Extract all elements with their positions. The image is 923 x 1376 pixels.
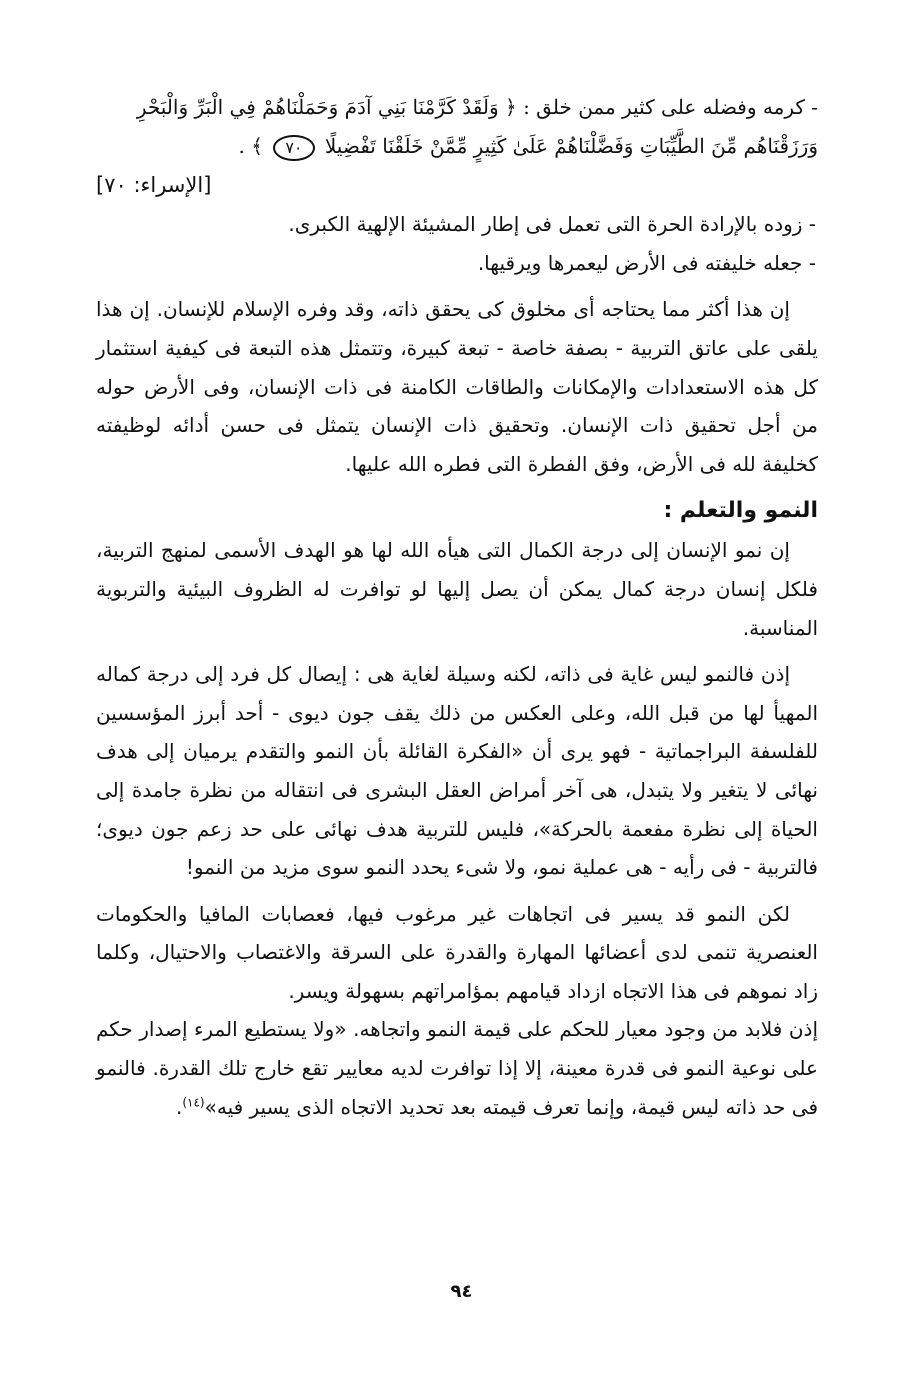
paragraph-end-punct: .	[175, 1094, 183, 1119]
page-number: ٩٤	[450, 1281, 473, 1302]
paragraph-growth-criterion	[96, 1010, 818, 1126]
quran-verse: وَلَقَدْ كَرَّمْنَا بَنِي آدَمَ وَحَمَلْنَاهُمْ فِي الْبَرِّ وَالْبَحْرِ وَرَزَقْنَاهُم مِّنَ الطَّيِّبَاتِ وَفَضَّلْنَاهُمْ عَلَىٰ كَثِيرٍ مِّمَّنْ خَلَقْنَا تَفْضِيلًا	[136, 95, 818, 158]
page-content	[96, 88, 818, 1126]
paragraph-undesired-growth: لكن النمو قد يسير فى اتجاهات غير مرغوب فيها، فعصابات المافيا والحكومات العنصرية تنمى لدى أعضائها المهارة والقدرة على السرقة والاغتصاب والاحتيال، وكلما زاد نموهم فى هذا الاتجاه ازداد قيامهم بمؤامراتهم بسهولة ويسر.	[96, 901, 818, 1003]
verse-reference: [الإسراء: ٧٠]	[96, 173, 212, 198]
paragraph-growth-criterion-text: إذن فلابد من وجود معيار للحكم على قيمة النمو واتجاهه. «ولا يستطيع المرء إصدار حكم على نوعية النمو فى قدرة معينة، إلا إذا توافرت لديه معايير تقع خارج تلك القدرة. فالنمو فى حد ذاته ليس قيمة، وإنما تعرف قيمته بعد تحديد الاتجاه الذى يسير فيه»	[96, 1017, 818, 1119]
section-heading-growth-learning: النمو والتعلم :	[663, 498, 818, 524]
ornate-bracket-close: ﴾	[251, 133, 263, 158]
quote-intro: - كرمه وفضله على كثير ممن خلق :	[523, 95, 818, 119]
footnote-marker: (١٤)	[182, 1095, 205, 1109]
ayah-number-marker: ٧٠	[273, 135, 314, 161]
paragraph-growth-goal: إن نمو الإنسان إلى درجة الكمال التى هيأه الله لها هو الهدف الأسمى لمنهج التربية، فلكل إنسان درجة كمال يمكن أن يصل إليها لو توافرت له الظروف البيئية والتربوية المناسبة.	[96, 538, 818, 640]
paragraph-self-realization: إن هذا أكثر مما يحتاجه أى مخلوق كى يحقق ذاته، وقد وفره الإسلام للإنسان. إن هذا يلقى على عاتق التربية - بصفة خاصة - تبعة كبيرة، وتتمثل هذه التبعة فى كيفية استثمار كل هذه الاستعدادات والإمكانات والطاقات الكامنة فى ذات الإنسان، وفى الأرض حوله من أجل تحقيق ذات الإنسان. وتحقيق ذات الإنسان يتمثل فى حسن أدائه لوظيفته كخليفة لله فى الأرض، وفق الفطرة التى فطره الله عليها.	[96, 297, 818, 476]
quran-quote	[96, 88, 818, 165]
paragraph-dewey: إذن فالنمو ليس غاية فى ذاته، لكنه وسيلة لغاية هى : إيصال كل فرد إلى درجة كماله المهيأ لها من قبل الله، وعلى العكس من ذلك يقف جون ديوى - أحد أبرز المؤسسين للفلسفة البراجماتية - فهو يرى أن «الفكرة القائلة بأن النمو والتقدم يرميان إلى هدف نهائى لا يتغير ولا يتبدل، هى آخر أمراض العقل البشرى فى انتقاله من نظرة جامدة إلى الحياة إلى نظرة مفعمة بالحركة»، فليس للتربية هدف نهائى على حد زعم جون ديوى؛ فالتربية - فى رأيه - هى عملية نمو، ولا شىء يحدد النمو سوى مزيد من النمو!	[96, 662, 818, 880]
ornate-bracket-open: ﴿	[505, 95, 517, 119]
quote-end-punct: .	[238, 133, 245, 158]
bullet-item-vicegerent: - جعله خليفته فى الأرض ليعمرها ويرقيها.	[477, 250, 816, 275]
bullet-item-free-will: - زوده بالإرادة الحرة التى تعمل فى إطار المشيئة الإلهية الكبرى.	[288, 212, 816, 237]
